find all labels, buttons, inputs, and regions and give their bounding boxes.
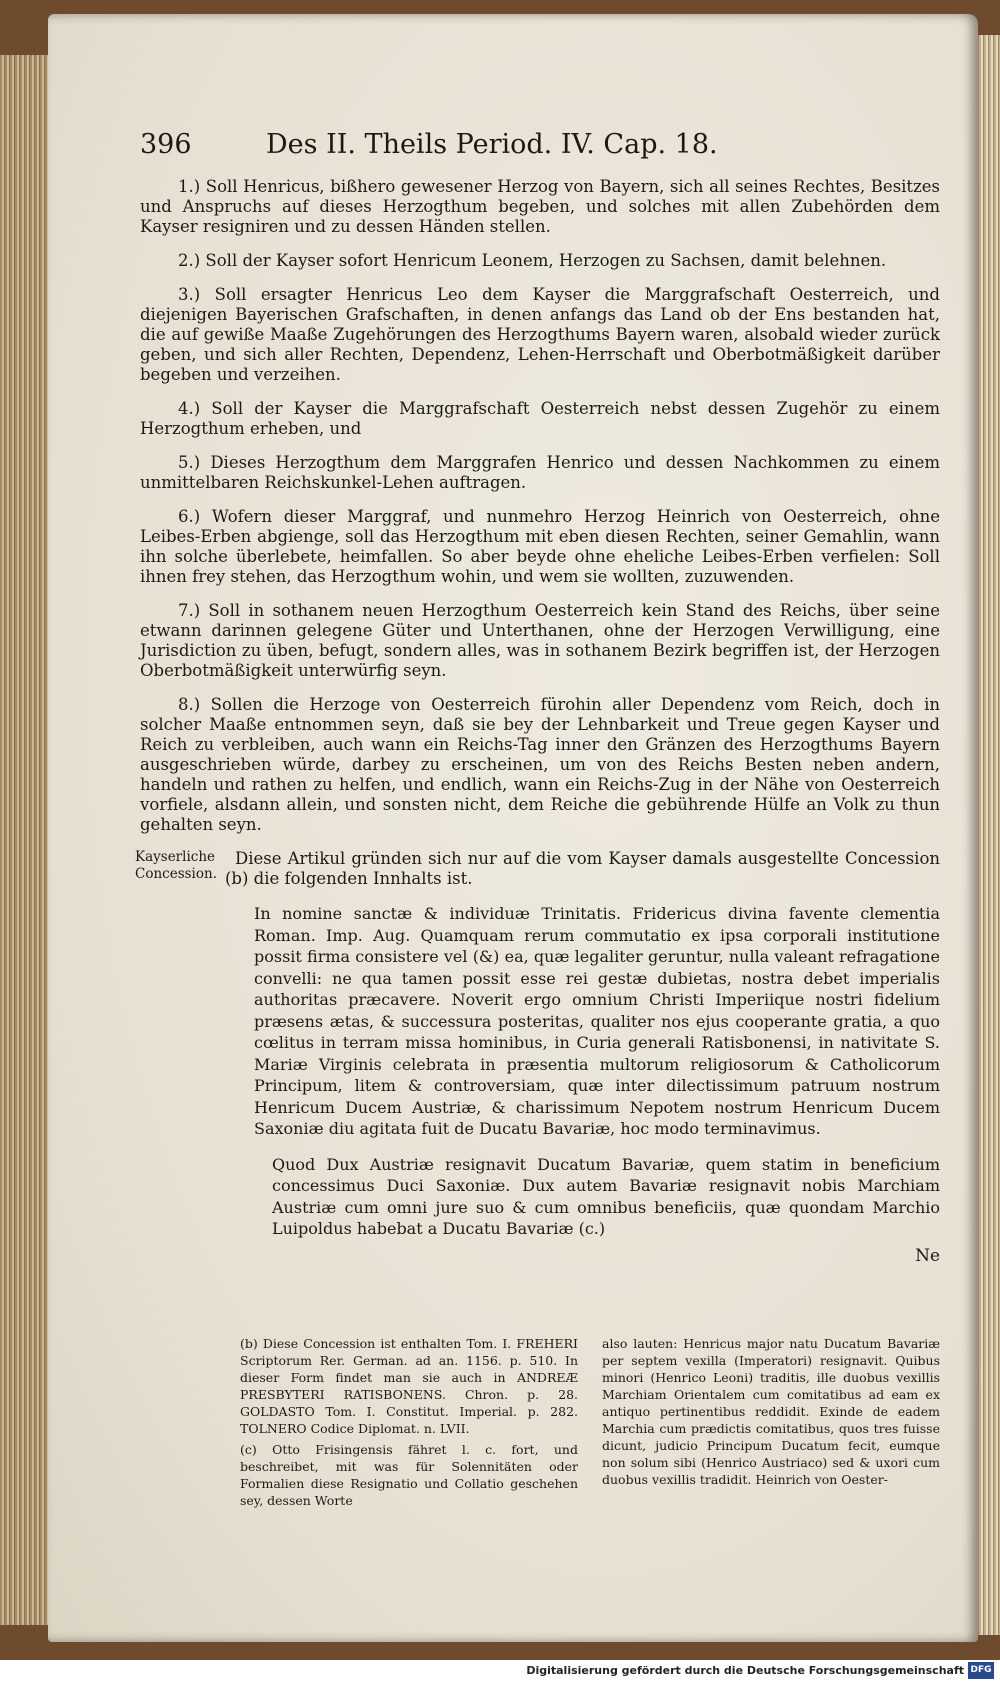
page-number: 396 — [140, 129, 192, 160]
dfg-logo-icon: DFG — [968, 1662, 994, 1679]
article-6: 6.) Wofern dieser Marggraf, und nunmehro Herzog Heinrich von Oesterreich, ohne Leibes-Erben abgienge, soll das Herzogthum mit eben diesen Rechten, seiner Gemahlin, wann ihn solche überlebete, heimfallen. So aber beyde ohne eheliche Leibes-Erben verfielen: Soll ihnen frey stehen, das Herzogthum wohin, und wem sie wollten, zuzuwenden. — [140, 507, 940, 586]
latin-paragraph-2: Quod Dux Austriæ resignavit Ducatum Bavariæ, quem statim in beneficium concessimus Duci Saxoniæ. Dux autem Bavariæ resignavit nobis Marchiam Austriæ cum omni jure suo & cum omnibus beneficiis, quæ quondam Marchio Luipoldus habebat a Ducatu Bavariæ (c.) — [272, 1154, 940, 1238]
concession-intro: Diese Artikul gründen sich nur auf die vom Kayser damals ausgestellte Concession (b) die folgenden Innhalts ist. — [225, 849, 940, 888]
footnotes-left-column — [240, 1335, 578, 1513]
marginal-note: Kayserliche Concession. — [135, 849, 217, 882]
article-1: 1.) Soll Henricus, bißhero gewesener Herzog von Bayern, sich all seines Rechtes, Besitzes und Anspruchs auf dieses Herzogthum begeben, und solches mit allen Zubehörden dem Kayser resigniren und zu dessen Händen stellen. — [140, 177, 940, 236]
article-2: 2.) Soll der Kayser sofort Henricum Leonem, Herzogen zu Sachsen, damit belehnen. — [178, 251, 887, 270]
article-4: 4.) Soll der Kayser die Marggrafschaft Oesterreich nebst dessen Zugehör zu einem Herzogthum erheben, und — [140, 399, 940, 438]
running-title: Des II. Theils Period. IV. Cap. 18. — [266, 129, 718, 160]
catchword: Ne — [915, 1245, 940, 1266]
article-8: 8.) Sollen die Herzoge von Oesterreich fürohin aller Dependenz vom Reich, doch in solcher Maaße entnommen seyn, daß sie bey der Lehnbarkeit und Treue gegen Kayser und Reich zu verbleiben, auch wann ein Reichs-Tag inner den Gränzen des Herzogthums Bayern ausgeschrieben würde, darbey zu erscheinen, um von des Reichs Besten neben andern, handeln und rathen zu helfen, und endlich, wann ein Reichs-Zug in der Nähe von Oesterreich vorfiele, alsdann allein, und sonsten nicht, dem Reiche die gebührende Hülfe an Volk zu thun gehalten seyn. — [140, 695, 940, 834]
footnotes-right-column — [602, 1335, 940, 1513]
footnote-b: (b) Diese Concession ist enthalten Tom. I. FREHERI Scriptorum Rer. German. ad an. 1156. p. 510. In dieser Form findet man sie auch in ANDREÆ PRESBYTERI RATISBONENS. Chron. p. 28. GOLDASTO Tom. I. Constitut. Imperial. p. 282. TOLNERO Codice Diplomat. n. LVII. — [240, 1336, 578, 1436]
article-7: 7.) Soll in sothanem neuen Herzogthum Oesterreich kein Stand des Reichs, über seine etwann darinnen gelegene Güter und Unterthanen, ohne der Herzogen Verwilligung, eine Jurisdiction zu üben, befugt, sondern alles, was in sothanem Bezirk begriffen ist, der Herzogen Oberbotmäßigkeit unterwürfig seyn. — [140, 601, 940, 680]
footnote-c: (c) Otto Frisingensis fähret l. c. fort, und beschreibet, mit was für Solennitäten oder Formalien diese Resignatio und Collatio geschehen sey, dessen Worte — [240, 1442, 578, 1508]
footnotes — [240, 1335, 940, 1513]
page-text — [135, 129, 940, 1266]
page-header — [140, 129, 940, 177]
footnote-c-continued: also lauten: Henricus major natu Ducatum Bavariæ per septem vexilla (Imperatori) resignavit. Quibus minori (Henrico Leoni) traditis, ille duobus vexillis Marchiam Orientalem cum comitatibus ad eam ex antiquo pertinentibus reddidit. Exinde de eadem Marchia cum prædictis comitatibus, quos tres fuisse dicunt, judicio Principum Ducatum fecit, eumque non solum sibi (Henrico Austriaco) sed & uxori cum duobus vexillis tradidit. Heinrich von Oester- — [602, 1336, 940, 1487]
concession-section — [135, 849, 940, 889]
latin-paragraph-1: In nomine sanctæ & individuæ Trinitatis. Fridericus divina favente clementia Roman. Imp. Aug. Quamquam rerum commutatio ex ipsa corporali institutione possit firma consistere vel (&) ea, quæ legaliter geruntur, nulla valeant refragatione convelli: ne qua tamen possit esse rei gestæ dubietas, nostra debet imperialis authoritas præcavere. Noverit ergo omnium Christi Imperiique nostri fidelium præsens ætas, & successura posteritas, qualiter nos ejus cooperante gratia, a quo cœlitus in terram missa hominibus, in Curia generali Ratisbonensi, in nativitate S. Mariæ Virginis celebrata in præsentia multorum religiosorum & Catholicorum Principum, litem & controversiam, quæ inter dilectissimum patruum nostrum Henricum Ducem Austriæ, & charissimum Nepotem nostrum Henricum Ducem Saxoniæ diu agitata fuit de Ducatu Bavariæ, hoc modo terminavimus. — [254, 904, 940, 1138]
digitization-credit: Digitalisierung gefördert durch die Deutsche Forschungsgemeinschaft — [526, 1664, 964, 1677]
article-5: 5.) Dieses Herzogthum dem Marggrafen Henrico und dessen Nachkommen zu einem unmittelbaren Reichskunkel-Lehen auftragen. — [140, 453, 940, 492]
article-3: 3.) Soll ersagter Henricus Leo dem Kayser die Marggrafschaft Oesterreich, und diejenigen Bayerischen Grafschaften, in denen anfangs das Land ob der Ens bestanden hat, die auf gewiße Maaße Zugehörungen des Herzogthums Bayern waren, alsobald wieder zurück geben, und sich aller Rechten, Dependenz, Lehen-Herrschaft und Oberbotmäßigkeit darüber begeben und verzeihen. — [140, 285, 940, 384]
